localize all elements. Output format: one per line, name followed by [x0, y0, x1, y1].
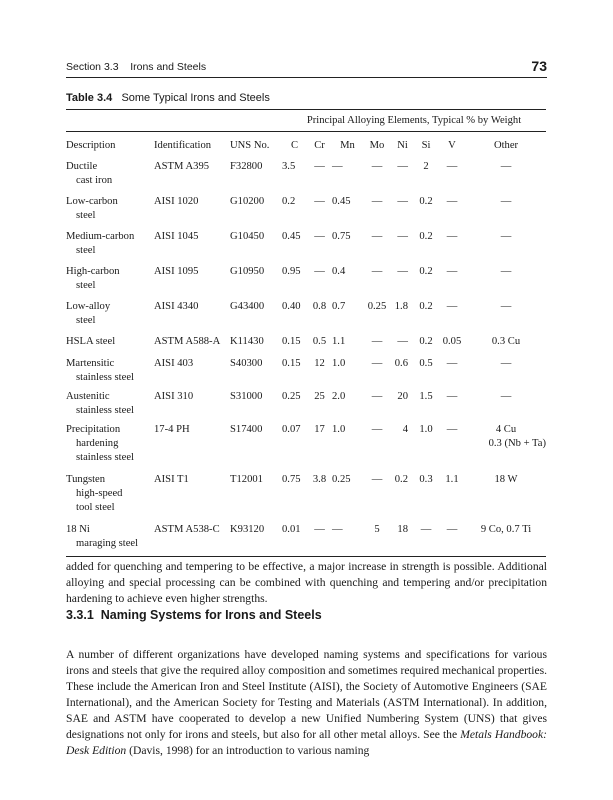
cell-ni: — [397, 336, 408, 347]
other-line: — [500, 391, 512, 402]
table-row [66, 263, 546, 298]
paragraph: added for quenching and tempering to be effective, a major increase in strength is possible. Additional alloying and special processing can be combined with quenching and tempering and/or precipitation hardening to achieve even higher strengths. [66, 559, 547, 605]
cell-identification: ASTM A588-A [154, 336, 221, 347]
cell-si: 0.2 [419, 301, 433, 312]
cell-uns: S17400 [230, 424, 263, 435]
cell-c: 3.5 [282, 161, 296, 172]
cell-si: 1.5 [419, 391, 433, 402]
table-row [66, 421, 546, 471]
steel-table [66, 109, 546, 557]
cell-mo: — [371, 424, 383, 435]
cell-ni: — [397, 161, 408, 172]
cell-mn: 2.0 [332, 391, 346, 402]
paragraph [66, 647, 547, 759]
header-rule [66, 77, 547, 78]
cell-other [466, 158, 546, 193]
reference-title: Metals Handbook: Desk Edition [66, 727, 547, 757]
cell-cr: — [307, 521, 332, 557]
col-header: Si [414, 132, 438, 159]
cell-other [466, 421, 546, 471]
col-header: Mn [332, 132, 363, 159]
cell-cr: 12 [314, 358, 325, 369]
cell-mo: 5 [363, 521, 391, 557]
table-row [66, 333, 546, 355]
cell-ni: — [397, 231, 408, 242]
cell-c: 0.2 [282, 196, 296, 207]
cell-c: 0.75 [282, 474, 301, 485]
description-line: Low-carbon [66, 196, 118, 207]
cell-si: 2 [423, 161, 429, 172]
cell-c: 0.25 [282, 391, 301, 402]
cell-mo: — [371, 336, 383, 347]
cell-description [66, 388, 154, 421]
table-row [66, 388, 546, 421]
description-line: Austenitic [66, 391, 110, 402]
other-line: 0.3 (Nb + Ta) [488, 438, 547, 449]
cell-si: 0.2 [419, 266, 433, 277]
col-header: Identification [154, 132, 230, 159]
table-caption [66, 92, 270, 104]
description-continuation: cast iron [76, 175, 113, 186]
other-line: — [500, 358, 512, 369]
cell-mn: — [332, 521, 363, 557]
other-line: — [500, 196, 512, 207]
cell-other [466, 298, 546, 333]
cell-cr: 3.8 [312, 474, 327, 485]
cell-mn: 0.75 [332, 231, 351, 242]
table-row [66, 228, 546, 263]
cell-description [66, 471, 154, 521]
cell-description [66, 263, 154, 298]
col-header: Other [466, 132, 546, 159]
description-continuation: tool steel [76, 502, 115, 513]
cell-ni: 18 [391, 521, 414, 557]
description-continuation: maraging steel [76, 538, 139, 549]
cell-cr: — [314, 231, 325, 242]
cell-description [66, 158, 154, 193]
description-continuation: stainless steel [76, 405, 134, 416]
cell-uns: T12001 [230, 474, 263, 485]
cell-v: — [446, 231, 458, 242]
other-line: — [500, 161, 512, 172]
cell-cr: 0.5 [312, 336, 327, 347]
description-line: Ductile [66, 161, 98, 172]
col-header: UNS No. [230, 132, 282, 159]
cell-description [66, 521, 154, 557]
other-line: — [500, 231, 512, 242]
cell-uns: G10200 [230, 196, 265, 207]
table-row [66, 298, 546, 333]
description-continuation: high-speed [76, 488, 123, 499]
cell-uns: K11430 [230, 336, 264, 347]
cell-identification: AISI 403 [154, 358, 194, 369]
section-heading: 3.3.1 Naming Systems for Irons and Steels [66, 608, 322, 622]
cell-uns: F32800 [230, 161, 263, 172]
cell-uns: K93120 [230, 521, 282, 557]
table-row [66, 471, 546, 521]
other-line: 0.3 Cu [491, 336, 521, 347]
cell-cr: — [314, 266, 325, 277]
cell-ni: 20 [397, 391, 408, 402]
description-line: High-carbon [66, 266, 120, 277]
cell-cr: — [314, 161, 325, 172]
cell-c: 0.40 [282, 301, 301, 312]
cell-other [466, 355, 546, 388]
cell-mo: — [371, 358, 383, 369]
cell-other [466, 471, 546, 521]
cell-v: — [446, 358, 458, 369]
cell-identification: AISI 310 [154, 391, 194, 402]
cell-mo: — [371, 161, 383, 172]
cell-description [66, 355, 154, 388]
cell-ni: 0.2 [394, 474, 408, 485]
table-row [66, 193, 546, 228]
description-continuation: stainless steel [76, 452, 134, 463]
cell-ni: — [397, 196, 408, 207]
cell-mn: 0.7 [332, 301, 346, 312]
cell-description [66, 228, 154, 263]
cell-mo: 0.25 [367, 301, 387, 312]
group-header-row [66, 110, 546, 132]
cell-c: 0.95 [282, 266, 301, 277]
description-line: Martensitic [66, 358, 115, 369]
cell-mn: — [332, 161, 343, 172]
cell-mn: 0.4 [332, 266, 346, 277]
cell-identification: ASTM A538-C [154, 521, 230, 557]
description-continuation: steel [76, 210, 96, 221]
cell-mn: 1.0 [332, 358, 346, 369]
description-line: 18 Ni [66, 524, 90, 535]
cell-uns: G10950 [230, 266, 265, 277]
table-row [66, 521, 546, 557]
cell-other [466, 228, 546, 263]
cell-mo: — [371, 391, 383, 402]
cell-identification: AISI 1020 [154, 196, 199, 207]
cell-description [66, 421, 154, 471]
cell-uns: G10450 [230, 231, 265, 242]
cell-v: — [446, 161, 458, 172]
cell-description [66, 298, 154, 333]
other-line: 18 W [494, 474, 518, 485]
cell-mo: — [371, 196, 383, 207]
cell-cr: 0.8 [312, 301, 327, 312]
col-header: Description [66, 132, 154, 159]
other-line: 9 Co, 0.7 Ti [480, 524, 532, 535]
table-row [66, 355, 546, 388]
cell-uns: S31000 [230, 391, 263, 402]
description-line: Medium-carbon [66, 231, 135, 242]
cell-other [466, 521, 546, 557]
table-row [66, 158, 546, 193]
cell-uns: S40300 [230, 358, 263, 369]
description-line: Precipitation [66, 424, 121, 435]
cell-si: 0.2 [419, 336, 433, 347]
cell-mn: 0.45 [332, 196, 351, 207]
cell-cr: 25 [314, 391, 325, 402]
cell-other [466, 263, 546, 298]
description-line: HSLA steel [66, 336, 116, 347]
cell-mn: 1.0 [332, 424, 346, 435]
cell-mn: 0.25 [332, 474, 351, 485]
col-header: Cr [307, 132, 332, 159]
section-label: Section 3.3 Irons and Steels [66, 61, 207, 73]
cell-description [66, 333, 154, 355]
description-continuation: hardening [76, 438, 119, 449]
cell-v: 1.1 [445, 474, 459, 485]
cell-mo: — [371, 266, 383, 277]
cell-v: — [446, 301, 458, 312]
cell-c: 0.45 [282, 231, 301, 242]
cell-identification: AISI T1 [154, 474, 189, 485]
cell-si: 0.2 [419, 196, 433, 207]
cell-c: 0.01 [282, 521, 307, 557]
cell-c: 0.15 [282, 336, 301, 347]
column-header-row [66, 132, 546, 159]
cell-v: — [446, 391, 458, 402]
cell-cr: — [314, 196, 325, 207]
description-line: Low-alloy [66, 301, 111, 312]
cell-ni: 4 [402, 424, 408, 435]
description-continuation: steel [76, 315, 96, 326]
cell-si: 1.0 [419, 424, 433, 435]
cell-uns: G43400 [230, 301, 265, 312]
page-number: 73 [531, 58, 547, 74]
cell-identification: 17-4 PH [154, 424, 190, 435]
cell-other [466, 193, 546, 228]
cell-mo: — [371, 474, 383, 485]
cell-identification: AISI 1045 [154, 231, 199, 242]
cell-description [66, 193, 154, 228]
cell-si: 0.3 [419, 474, 433, 485]
table-caption-label: Table 3.4 [66, 92, 113, 104]
cell-identification: AISI 4340 [154, 301, 199, 312]
cell-identification: AISI 1095 [154, 266, 199, 277]
cell-c: 0.15 [282, 358, 301, 369]
paragraph-text: (Davis, 1998) for an introduction to various naming [126, 743, 370, 757]
cell-cr: 17 [314, 424, 325, 435]
other-line: — [500, 266, 512, 277]
col-header: C [282, 132, 307, 159]
cell-identification: ASTM A395 [154, 161, 210, 172]
description-continuation: steel [76, 245, 96, 256]
col-header: Mo [363, 132, 391, 159]
other-line: — [500, 301, 512, 312]
table-caption-text: Some Typical Irons and Steels [121, 92, 270, 104]
cell-v: — [446, 424, 458, 435]
cell-other [466, 388, 546, 421]
cell-ni: 1.8 [394, 301, 408, 312]
cell-mn: 1.1 [332, 336, 346, 347]
description-continuation: stainless steel [76, 372, 134, 383]
col-header: V [438, 132, 466, 159]
cell-ni: 0.6 [394, 358, 408, 369]
cell-v: — [446, 196, 458, 207]
description-continuation: steel [76, 280, 96, 291]
cell-other [466, 333, 546, 355]
cell-si: 0.2 [419, 231, 433, 242]
col-header: Ni [391, 132, 414, 159]
paragraph-text: A number of different organizations have developed naming systems and specifications for various irons and steels that give the required alloy composition and sometimes required mechanical properties. These include the American Iron and Steel Institute (AISI), the Society of Automotive Engineers (SAE International), and the American Society for Testing and Materials (ASTM International). In addition, SAE and ASTM have cooperated to develop a new Unified Numbering System (UNS) that gives designations not only for irons and steels, but also for all other metal alloys. See the [66, 647, 547, 741]
cell-si: 0.5 [419, 358, 433, 369]
cell-v: — [438, 521, 466, 557]
group-header: Principal Alloying Elements, Typical % by Weight [282, 110, 546, 132]
cell-v: — [446, 266, 458, 277]
cell-v: 0.05 [442, 336, 462, 347]
description-line: Tungsten [66, 474, 106, 485]
cell-mo: — [371, 231, 383, 242]
cell-ni: — [397, 266, 408, 277]
cell-c: 0.07 [282, 424, 301, 435]
other-line: 4 Cu [495, 424, 517, 435]
cell-si: — [414, 521, 438, 557]
running-head [66, 58, 547, 78]
